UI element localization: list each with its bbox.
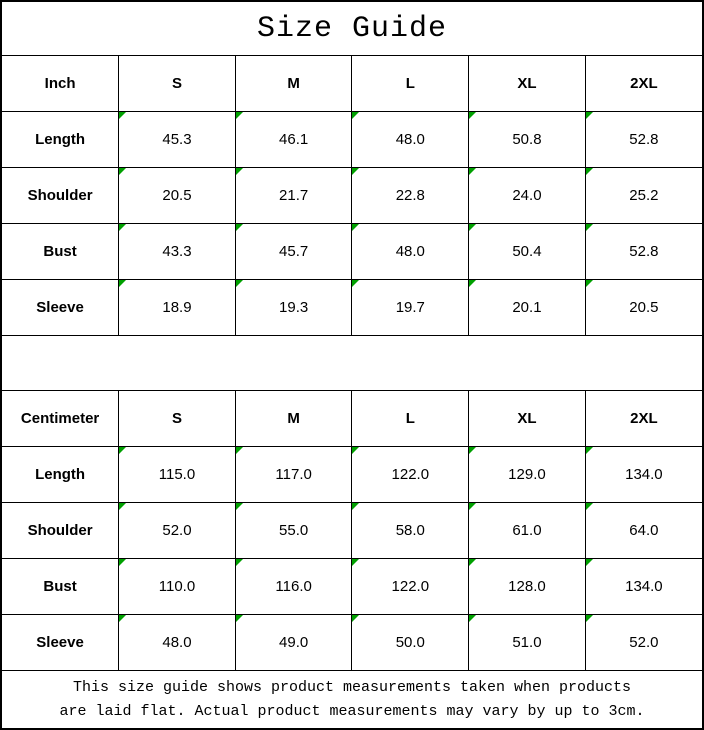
measurement-value: 52.0 <box>162 522 192 539</box>
cell-flag-icon <box>352 168 359 175</box>
cell-flag-icon <box>586 615 593 622</box>
measurement-cell <box>585 615 702 671</box>
size-header-cell: S <box>119 391 236 447</box>
inch-bust-row <box>2 224 702 280</box>
page-title: Size Guide <box>2 2 702 56</box>
measurement-value: 18.9 <box>162 299 192 316</box>
footer-note <box>2 670 702 728</box>
centimeter-header-row <box>2 391 702 447</box>
measurement-value: 19.3 <box>279 299 309 316</box>
measurement-value: 58.0 <box>395 522 425 539</box>
measurement-value: 25.2 <box>629 187 659 204</box>
measurement-cell <box>352 615 469 671</box>
measurement-cell <box>119 224 236 280</box>
cell-flag-icon <box>586 280 593 287</box>
measurement-cell <box>469 447 586 503</box>
measurement-cell <box>235 112 352 168</box>
measure-label-cell: Sleeve <box>2 280 119 336</box>
measure-label-cell: Length <box>2 447 119 503</box>
measurement-value: 48.0 <box>395 243 425 260</box>
inch-header-row <box>2 56 702 112</box>
measurement-value: 52.0 <box>629 634 659 651</box>
measurement-cell <box>469 280 586 336</box>
cell-flag-icon <box>469 224 476 231</box>
cell-flag-icon <box>352 503 359 510</box>
measurement-value: 43.3 <box>162 243 192 260</box>
cell-flag-icon <box>352 280 359 287</box>
footer-note-line1: This size guide shows product measurements taken when products <box>72 679 632 697</box>
cell-flag-icon <box>469 447 476 454</box>
measurement-value: 20.5 <box>162 187 192 204</box>
measurement-cell <box>235 224 352 280</box>
cell-flag-icon <box>236 168 243 175</box>
cell-flag-icon <box>119 168 126 175</box>
cell-flag-icon <box>119 503 126 510</box>
measurement-cell <box>235 615 352 671</box>
measurement-cell <box>352 168 469 224</box>
measurement-value: 52.8 <box>629 131 659 148</box>
measurement-value: 19.7 <box>395 299 425 316</box>
measure-label-cell: Length <box>2 112 119 168</box>
measurement-value: 116.0 <box>275 578 312 595</box>
size-header-cell: XL <box>469 56 586 112</box>
measurement-value: 129.0 <box>508 466 546 483</box>
cell-flag-icon <box>352 615 359 622</box>
size-header-cell: L <box>352 56 469 112</box>
measurement-value: 45.7 <box>279 243 309 260</box>
cell-flag-icon <box>352 112 359 119</box>
measurement-cell <box>119 615 236 671</box>
measure-label-cell: Sleeve <box>2 615 119 671</box>
cell-flag-icon <box>236 112 243 119</box>
table-spacer <box>2 335 702 391</box>
cell-flag-icon <box>586 168 593 175</box>
measurement-cell <box>469 559 586 615</box>
measurement-value: 51.0 <box>512 634 542 651</box>
measurement-value: 61.0 <box>512 522 542 539</box>
cell-flag-icon <box>236 615 243 622</box>
cell-flag-icon <box>469 168 476 175</box>
measurement-cell <box>119 503 236 559</box>
measurement-value: 49.0 <box>279 634 309 651</box>
measurement-value: 117.0 <box>275 466 312 483</box>
cell-flag-icon <box>352 447 359 454</box>
measurement-cell <box>235 559 352 615</box>
measurement-cell <box>585 503 702 559</box>
measurement-value: 128.0 <box>508 578 546 595</box>
cell-flag-icon <box>236 280 243 287</box>
measurement-value: 50.0 <box>395 634 425 651</box>
centimeter-length-row <box>2 447 702 503</box>
cell-flag-icon <box>586 224 593 231</box>
measurement-cell <box>585 447 702 503</box>
measurement-value: 134.0 <box>625 578 663 595</box>
measurement-value: 24.0 <box>512 187 542 204</box>
measurement-cell <box>119 559 236 615</box>
cell-flag-icon <box>236 503 243 510</box>
measurement-cell <box>585 168 702 224</box>
size-header-cell: 2XL <box>585 391 702 447</box>
measurement-cell <box>352 503 469 559</box>
measurement-cell <box>119 112 236 168</box>
measurement-cell <box>585 280 702 336</box>
measurement-cell <box>235 447 352 503</box>
cell-flag-icon <box>236 447 243 454</box>
measurement-cell <box>235 280 352 336</box>
measurement-value: 110.0 <box>158 578 196 595</box>
cell-flag-icon <box>119 615 126 622</box>
measurement-value: 48.0 <box>395 131 425 148</box>
centimeter-shoulder-row <box>2 503 702 559</box>
measurement-value: 45.3 <box>162 131 192 148</box>
measurement-value: 22.8 <box>395 187 425 204</box>
measurement-cell <box>119 447 236 503</box>
measurement-cell <box>469 503 586 559</box>
measurement-cell <box>469 224 586 280</box>
cell-flag-icon <box>119 280 126 287</box>
measurement-cell <box>469 615 586 671</box>
measurement-cell <box>235 503 352 559</box>
measurement-cell <box>352 112 469 168</box>
measurement-cell <box>352 280 469 336</box>
measurement-value: 20.1 <box>512 299 542 316</box>
measurement-cell <box>585 112 702 168</box>
measurement-value: 48.0 <box>162 634 192 651</box>
cell-flag-icon <box>469 112 476 119</box>
cell-flag-icon <box>236 224 243 231</box>
cell-flag-icon <box>119 224 126 231</box>
centimeter-bust-row <box>2 559 702 615</box>
inch-size-table <box>2 56 702 335</box>
measurement-value: 122.0 <box>391 466 430 483</box>
centimeter-size-table <box>2 391 702 670</box>
size-header-cell: L <box>352 391 469 447</box>
cell-flag-icon <box>586 112 593 119</box>
measure-label-cell: Bust <box>2 224 119 280</box>
footer-note-line2: are laid flat. Actual product measurements may vary by up to 3cm. <box>59 702 645 720</box>
measurement-cell <box>352 224 469 280</box>
measure-label-cell: Shoulder <box>2 503 119 559</box>
inch-sleeve-row <box>2 280 702 336</box>
measurement-value: 20.5 <box>629 299 659 316</box>
measurement-value: 55.0 <box>279 522 309 539</box>
cell-flag-icon <box>119 447 126 454</box>
size-header-cell: XL <box>469 391 586 447</box>
measurement-cell <box>352 447 469 503</box>
measurement-cell <box>119 168 236 224</box>
measurement-value: 50.4 <box>512 243 542 260</box>
cell-flag-icon <box>586 503 593 510</box>
inch-length-row <box>2 112 702 168</box>
measurement-cell <box>352 559 469 615</box>
cell-flag-icon <box>469 559 476 566</box>
cell-flag-icon <box>119 112 126 119</box>
measurement-value: 46.1 <box>279 131 309 148</box>
size-header-cell: M <box>235 56 352 112</box>
measure-label-cell: Bust <box>2 559 119 615</box>
cell-flag-icon <box>469 615 476 622</box>
measurement-value: 50.8 <box>512 131 542 148</box>
centimeter-sleeve-row <box>2 615 702 671</box>
cell-flag-icon <box>469 503 476 510</box>
size-header-cell: M <box>235 391 352 447</box>
measurement-value: 21.7 <box>279 187 309 204</box>
unit-header-cell: Inch <box>2 56 119 112</box>
cell-flag-icon <box>236 559 243 566</box>
measurement-cell <box>469 112 586 168</box>
measurement-value: 115.0 <box>158 466 196 483</box>
size-header-cell: 2XL <box>585 56 702 112</box>
measurement-value: 122.0 <box>391 578 430 595</box>
measurement-value: 52.8 <box>629 243 659 260</box>
measure-label-cell: Shoulder <box>2 168 119 224</box>
cell-flag-icon <box>352 224 359 231</box>
cell-flag-icon <box>586 447 593 454</box>
size-header-cell: S <box>119 56 236 112</box>
measurement-cell <box>119 280 236 336</box>
measurement-value: 64.0 <box>629 522 659 539</box>
measurement-cell <box>585 559 702 615</box>
cell-flag-icon <box>469 280 476 287</box>
cell-flag-icon <box>352 559 359 566</box>
measurement-cell <box>235 168 352 224</box>
cell-flag-icon <box>586 559 593 566</box>
measurement-cell <box>585 224 702 280</box>
inch-shoulder-row <box>2 168 702 224</box>
measurement-value: 134.0 <box>625 466 663 483</box>
measurement-cell <box>469 168 586 224</box>
unit-header-cell: Centimeter <box>2 391 119 447</box>
cell-flag-icon <box>119 559 126 566</box>
